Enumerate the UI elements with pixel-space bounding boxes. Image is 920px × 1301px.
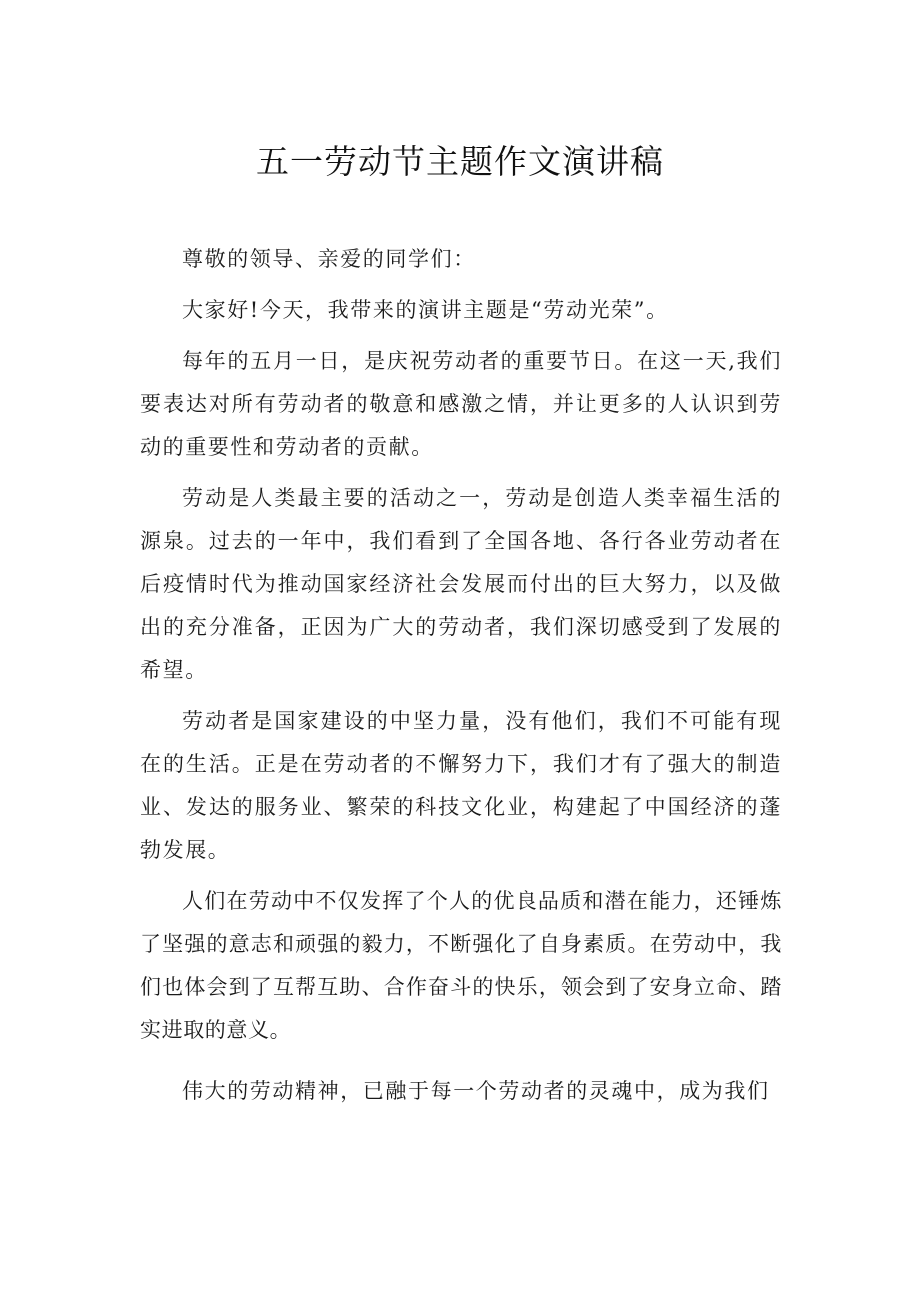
- paragraph-may-day: 每年的五月一日，是庆祝劳动者的重要节日。在这一天,我们要表达对所有劳动者的敬意和感激之情，并让更多的人认识到劳动的重要性和劳动者的贡献。: [140, 349, 782, 459]
- paragraph-labor-spirit: 伟大的劳动精神，已融于每一个劳动者的灵魂中，成为我们: [182, 1079, 770, 1103]
- paragraph-qualities: 人们在劳动中不仅发挥了个人的优良品质和潜在能力，还锤炼了坚强的意志和顽强的毅力，不断强化了自身素质。在劳动中，我们也体会到了互帮互助、合作奋斗的快乐，领会到了安身立命、踏实进取的意义。: [140, 889, 782, 1042]
- paragraph-salutation: 尊敬的领导、亲爱的同学们：: [182, 247, 476, 271]
- paragraph-labor-source: 劳动是人类最主要的活动之一，劳动是创造人类幸福生活的源泉。过去的一年中，我们看到了全国各地、各行各业劳动者在后疫情时代为推动国家经济社会发展而付出的巨大努力，以及做出的充分准备，正因为广大的劳动者，我们深切感受到了发展的希望。: [140, 486, 782, 682]
- document-body: [140, 238, 782, 1113]
- paragraph-backbone: 劳动者是国家建设的中坚力量，没有他们，我们不可能有现在的生活。正是在劳动者的不懈努力下，我们才有了强大的制造业、发达的服务业、繁荣的科技文化业，构建起了中国经济的蓬勃发展。: [140, 709, 782, 862]
- paragraph-greeting: 大家好!今天，我带来的演讲主题是“劳动光荣”。: [182, 298, 669, 322]
- document-title: 五一劳动节主题作文演讲稿: [256, 142, 664, 181]
